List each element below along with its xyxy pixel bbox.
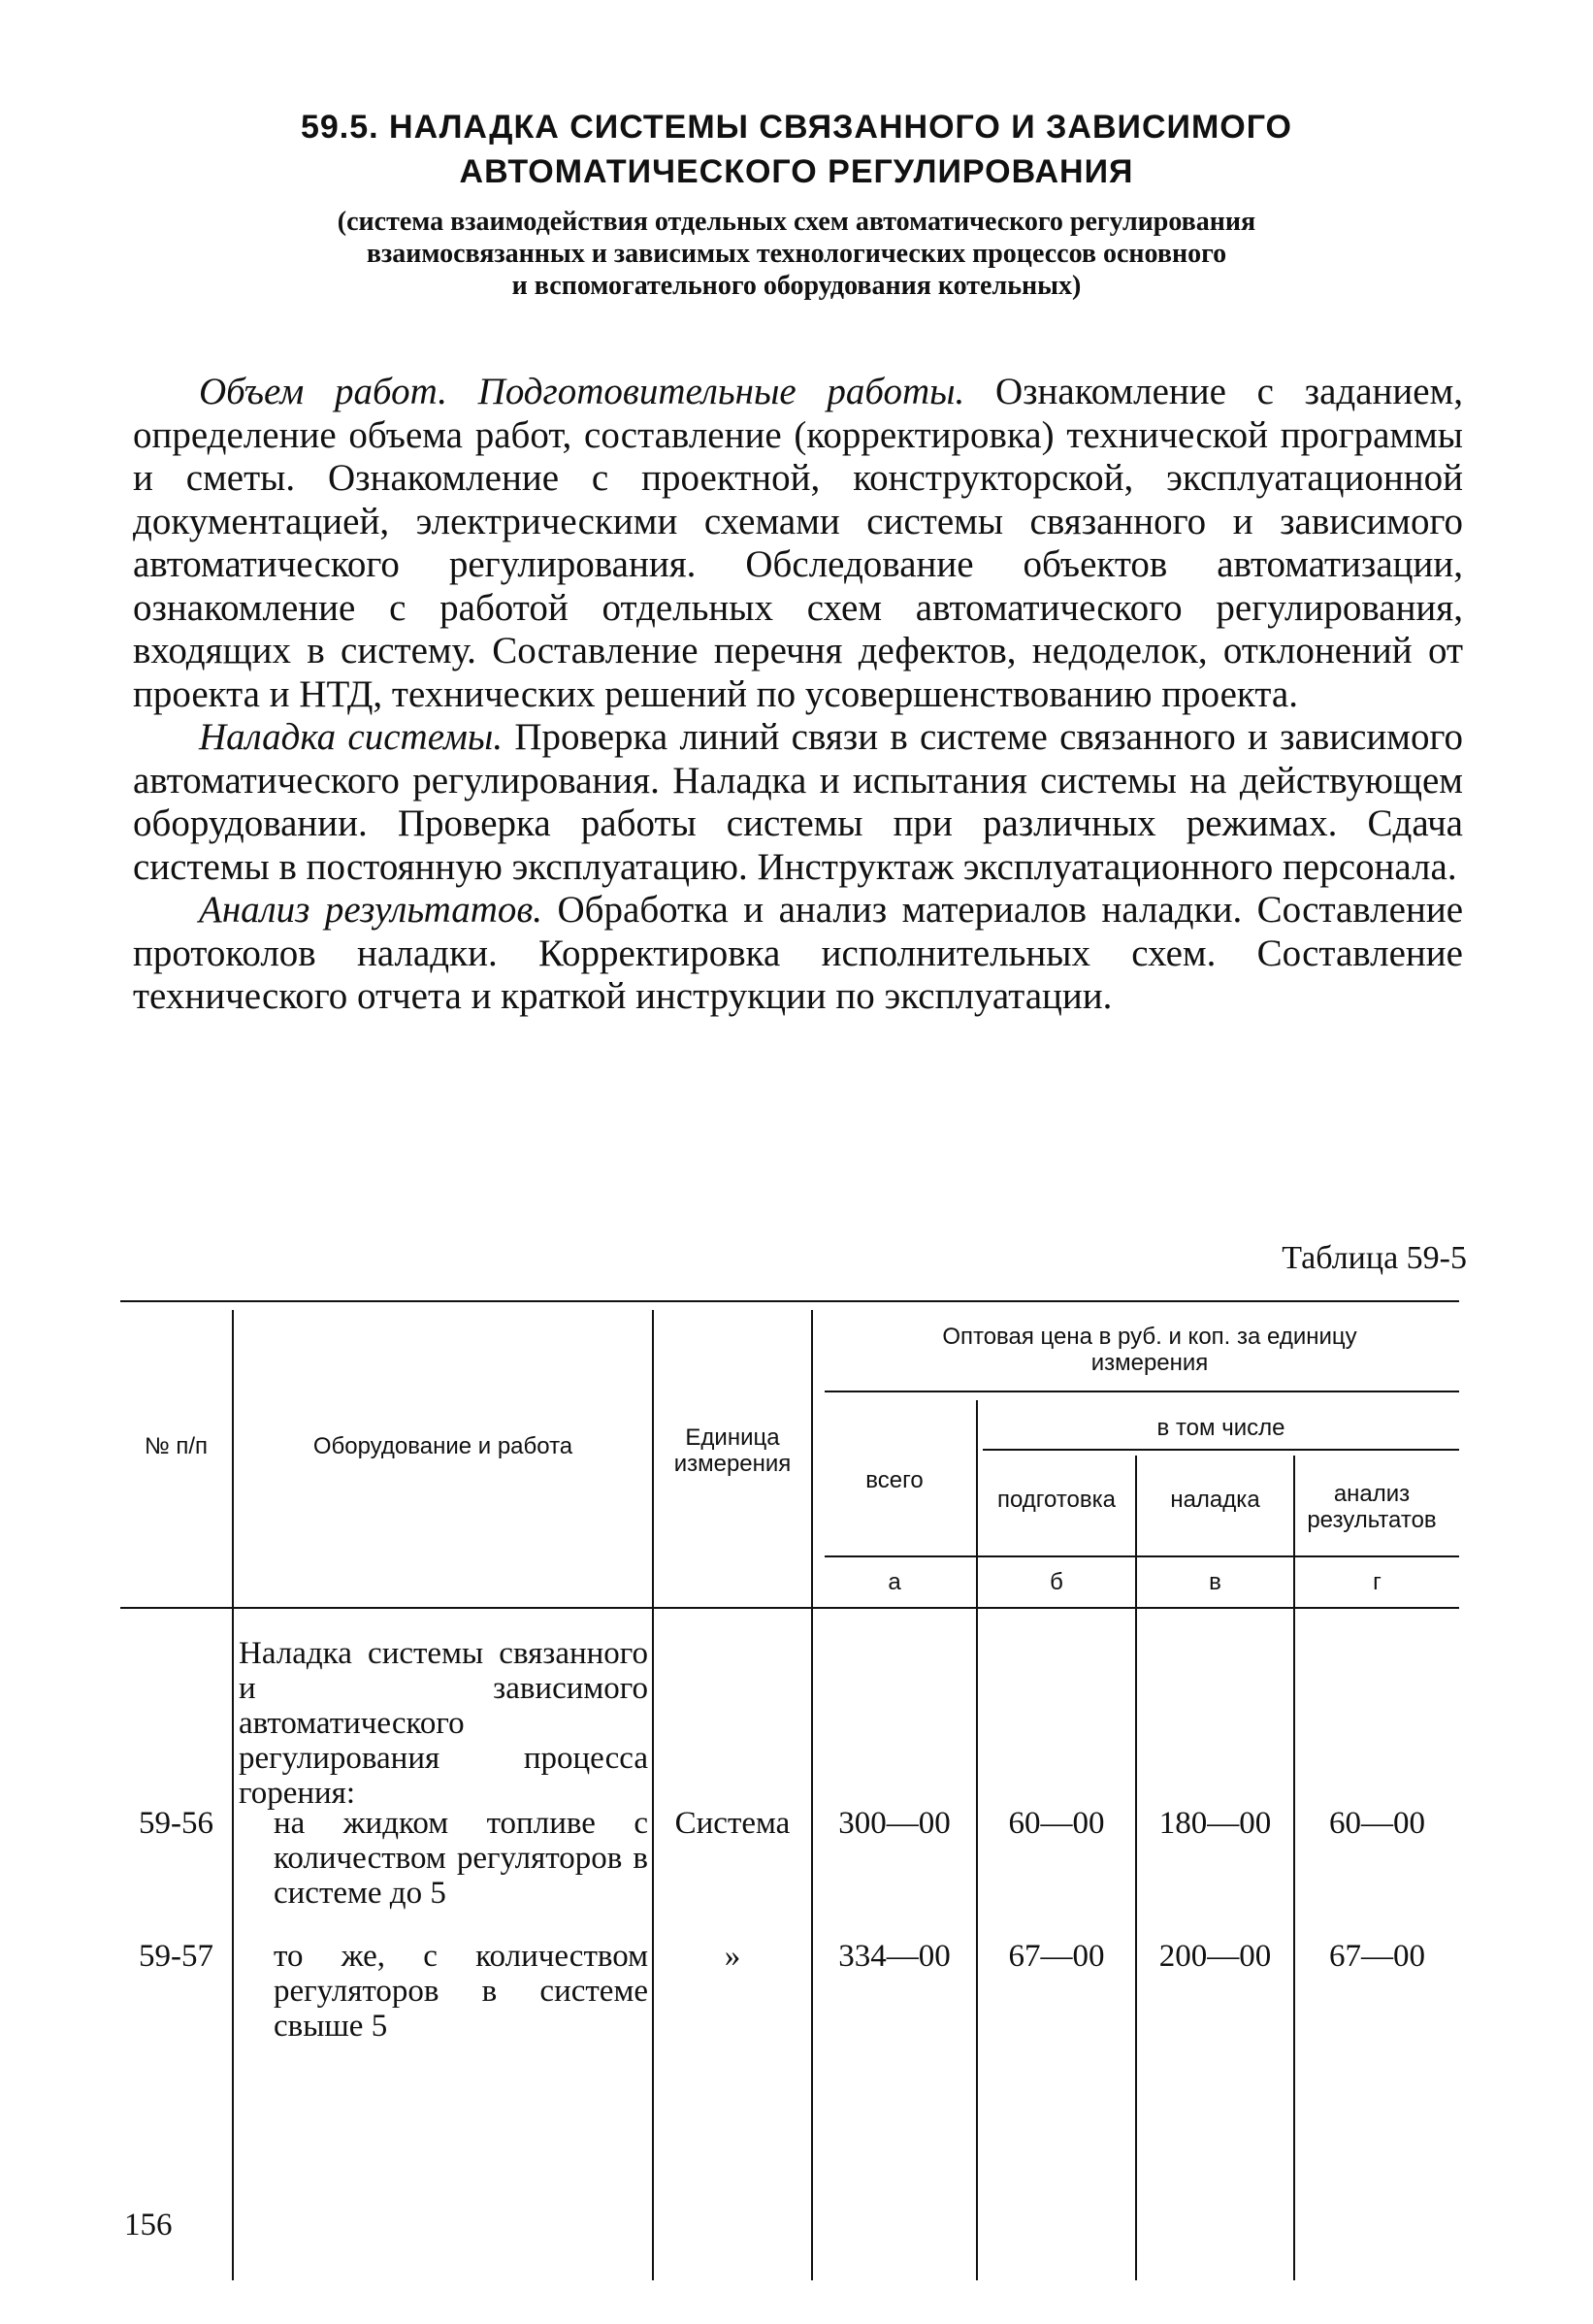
paragraph-analysis	[133, 889, 1463, 1019]
header-price-group: Оптовая цена в руб. и коп. за единицу измерения	[942, 1324, 1357, 1376]
price-header-rule	[825, 1391, 1459, 1392]
including-header-rule	[983, 1449, 1459, 1451]
paragraph-text: Ознакомление с заданием, определение объема работ, составление (корректировка) технической программы и сметы. Ознакомление с проектной, конструкторской, эксплуатационной документацией, электрическими схемами системы связанного и зависимого автоматического регулирования. Обследование объектов автоматизации, ознакомление с работой отдельных схем автоматического регулирования, входящих в систему. Составление перечня дефектов, недоделок, отклонений от проекта и НТД, технических решений по усовершенствованию проекта.	[133, 371, 1464, 715]
paragraph-setup	[133, 716, 1463, 889]
table-caption: Таблица 59-5	[1282, 1240, 1467, 1276]
header-bottom-rule	[120, 1607, 1459, 1609]
header-equipment: Оборудование и работа	[312, 1432, 573, 1459]
row-total: 334—00	[838, 1939, 951, 1974]
header-unit: Единица измерения	[673, 1424, 792, 1477]
header-num: № п/п	[144, 1432, 209, 1459]
paragraph-scope	[133, 371, 1463, 716]
subtitle-line-2: взаимосвязанных и зависимых технологических процессов основного	[366, 239, 1227, 269]
section-subtitle	[175, 206, 1418, 302]
section-title-line-1: 59.5. НАЛАДКА СИСТЕМЫ СВЯЗАННОГО И ЗАВИСИМОГО	[300, 109, 1293, 146]
paragraph-text: Проверка линий связи в системе связанного и зависимого автоматического регулирования. Наладка и испытания системы на действующем оборудовании. Проверка работы системы при различных режимах. Сдача системы в постоянную эксплуатацию. Инструктаж эксплуатационного персонала.	[133, 716, 1464, 888]
header-total: всего	[865, 1466, 924, 1493]
paragraph-lead: Наладка системы.	[199, 716, 504, 758]
row-unit: Система	[674, 1806, 791, 1841]
row-setup: 180—00	[1158, 1806, 1272, 1841]
subtitle-line-1: (система взаимодействия отдельных схем автоматического регулирования	[337, 207, 1256, 237]
paragraph-lead: Анализ результатов.	[199, 889, 543, 931]
row-unit: »	[724, 1939, 741, 1974]
section-title-line-2: АВТОМАТИЧЕСКОГО РЕГУЛИРОВАНИЯ	[459, 153, 1134, 190]
header-setup: наладка	[1170, 1486, 1260, 1513]
group-title: Наладка системы связанного и зависимого автоматического регулирования процесса горения:	[239, 1636, 648, 1811]
header-prep: подготовка	[996, 1486, 1117, 1513]
page-number: 156	[124, 2208, 173, 2242]
code-prep: б	[1050, 1568, 1063, 1595]
header-including: в том числе	[1156, 1414, 1285, 1441]
codes-top-rule	[825, 1555, 1459, 1557]
header-analysis: анализ результатов	[1307, 1481, 1437, 1533]
row-total: 300—00	[838, 1806, 951, 1841]
paragraph-text: Обработка и анализ материалов наладки. Составление протоколов наладки. Корректировка исполнительных схем. Составление технического отчета и краткой инструкции по эксплуатации.	[133, 889, 1463, 1017]
body-text	[133, 371, 1463, 1019]
row-analysis: 60—00	[1329, 1806, 1425, 1841]
row-setup: 200—00	[1158, 1939, 1272, 1974]
code-analysis: г	[1373, 1568, 1382, 1595]
row-num: 59-56	[139, 1806, 213, 1841]
row-prep: 67—00	[1008, 1939, 1105, 1974]
paragraph-lead: Объем работ. Подготовительные работы.	[199, 371, 965, 412]
row-analysis: 67—00	[1329, 1939, 1425, 1974]
row-name: на жидком топливе с количеством регуляторов в системе до 5	[274, 1806, 648, 1911]
section-title	[0, 105, 1593, 194]
table-top-rule	[120, 1300, 1459, 1302]
row-prep: 60—00	[1008, 1806, 1105, 1841]
row-num: 59-57	[139, 1939, 213, 1974]
subtitle-line-3: и вспомогательного оборудования котельных)	[511, 271, 1082, 301]
code-total: а	[888, 1568, 901, 1595]
row-name: то же, с количеством регуляторов в системе свыше 5	[274, 1939, 648, 2044]
code-setup: в	[1209, 1568, 1221, 1595]
